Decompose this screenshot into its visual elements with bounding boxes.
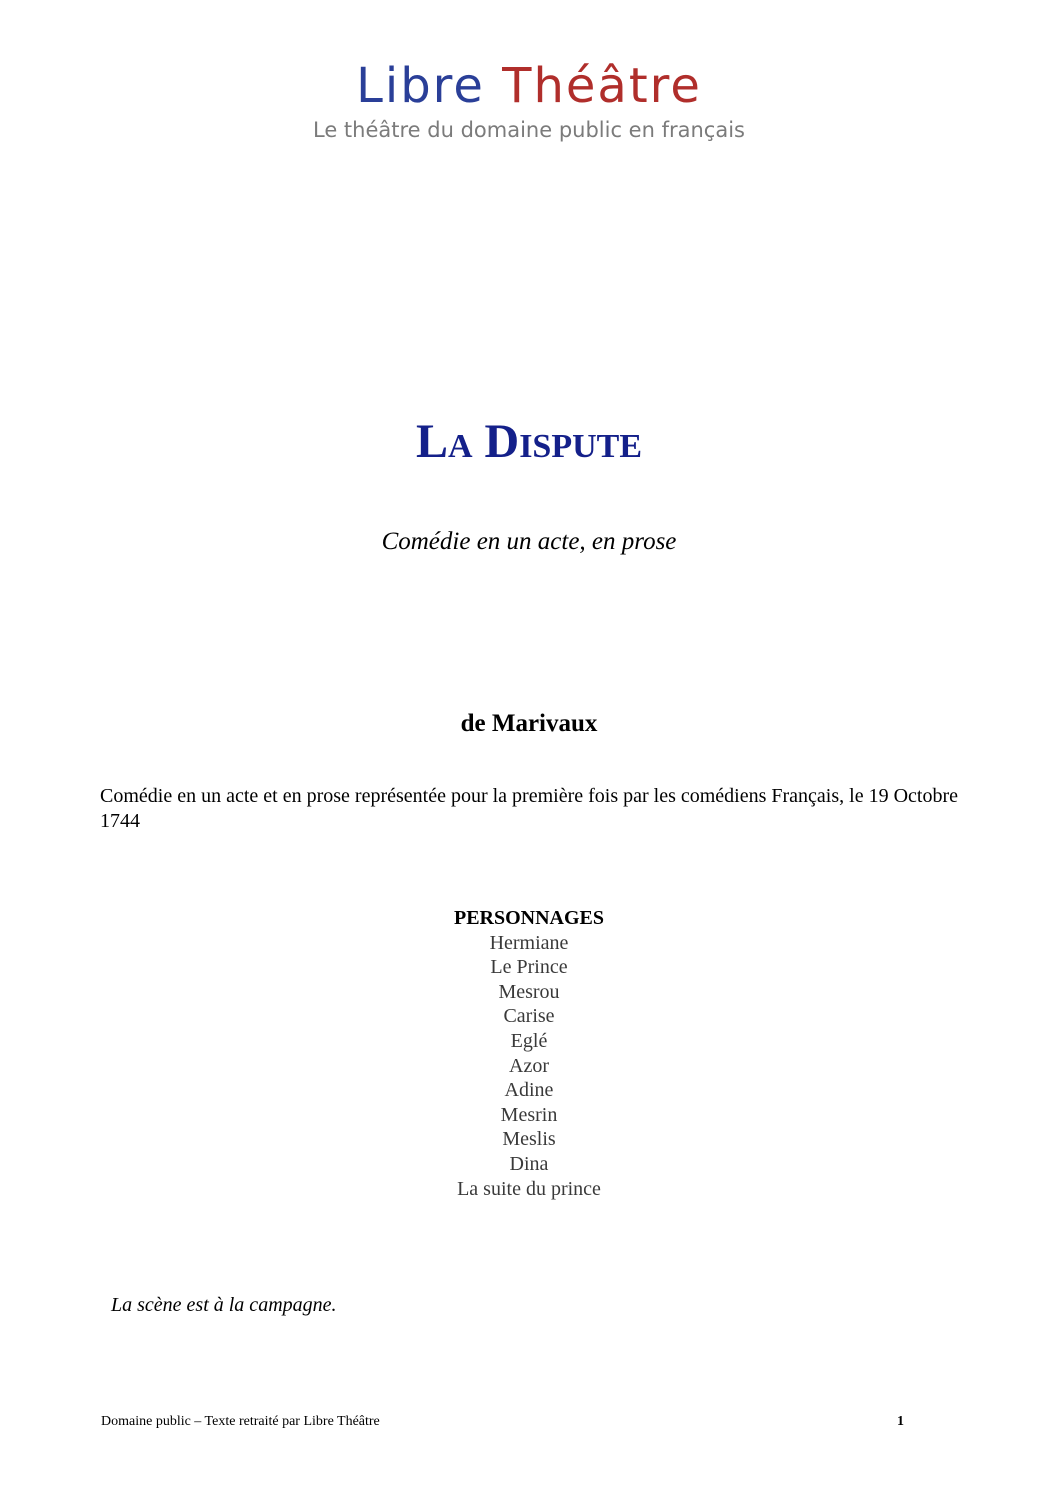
scene-setting: La scène est à la campagne. bbox=[111, 1294, 337, 1316]
cast-member: Azor bbox=[509, 1054, 549, 1077]
play-author: de Marivaux bbox=[460, 710, 598, 737]
cast-member: Dina bbox=[509, 1152, 549, 1175]
footer-credit: Domaine public – Texte retraité par Libre Théâtre bbox=[101, 1414, 380, 1429]
cast-member: Mesrou bbox=[498, 980, 560, 1003]
cast-list bbox=[0, 931, 1058, 1202]
cast-member: La suite du prince bbox=[457, 1177, 601, 1200]
cast-member: Mesrin bbox=[500, 1103, 558, 1126]
logo-title bbox=[356, 58, 702, 114]
cast-heading: PERSONNAGES bbox=[453, 907, 605, 929]
play-subtitle: Comédie en un acte, en prose bbox=[381, 528, 677, 555]
logo-word-libre: Libre bbox=[356, 58, 485, 114]
cast-member: Adine bbox=[504, 1079, 554, 1102]
logo-tagline: Le théâtre du domaine public en français bbox=[313, 118, 745, 142]
libre-theatre-logo bbox=[0, 58, 1058, 142]
cast-member: Hermiane bbox=[489, 931, 569, 954]
cast-member: Le Prince bbox=[490, 956, 568, 979]
cast-member: Eglé bbox=[510, 1029, 548, 1052]
premiere-description: Comédie en un acte et en prose représentée pour la première fois par les comédiens Français, le 19 Octobre 1744 bbox=[100, 785, 958, 832]
cast-section bbox=[0, 906, 1058, 1201]
play-title: La Dispute bbox=[415, 415, 643, 468]
cast-member: Meslis bbox=[502, 1128, 556, 1151]
cast-member: Carise bbox=[503, 1005, 555, 1028]
logo-word-theatre: Théâtre bbox=[502, 58, 702, 114]
page-number: 1 bbox=[897, 1414, 904, 1429]
